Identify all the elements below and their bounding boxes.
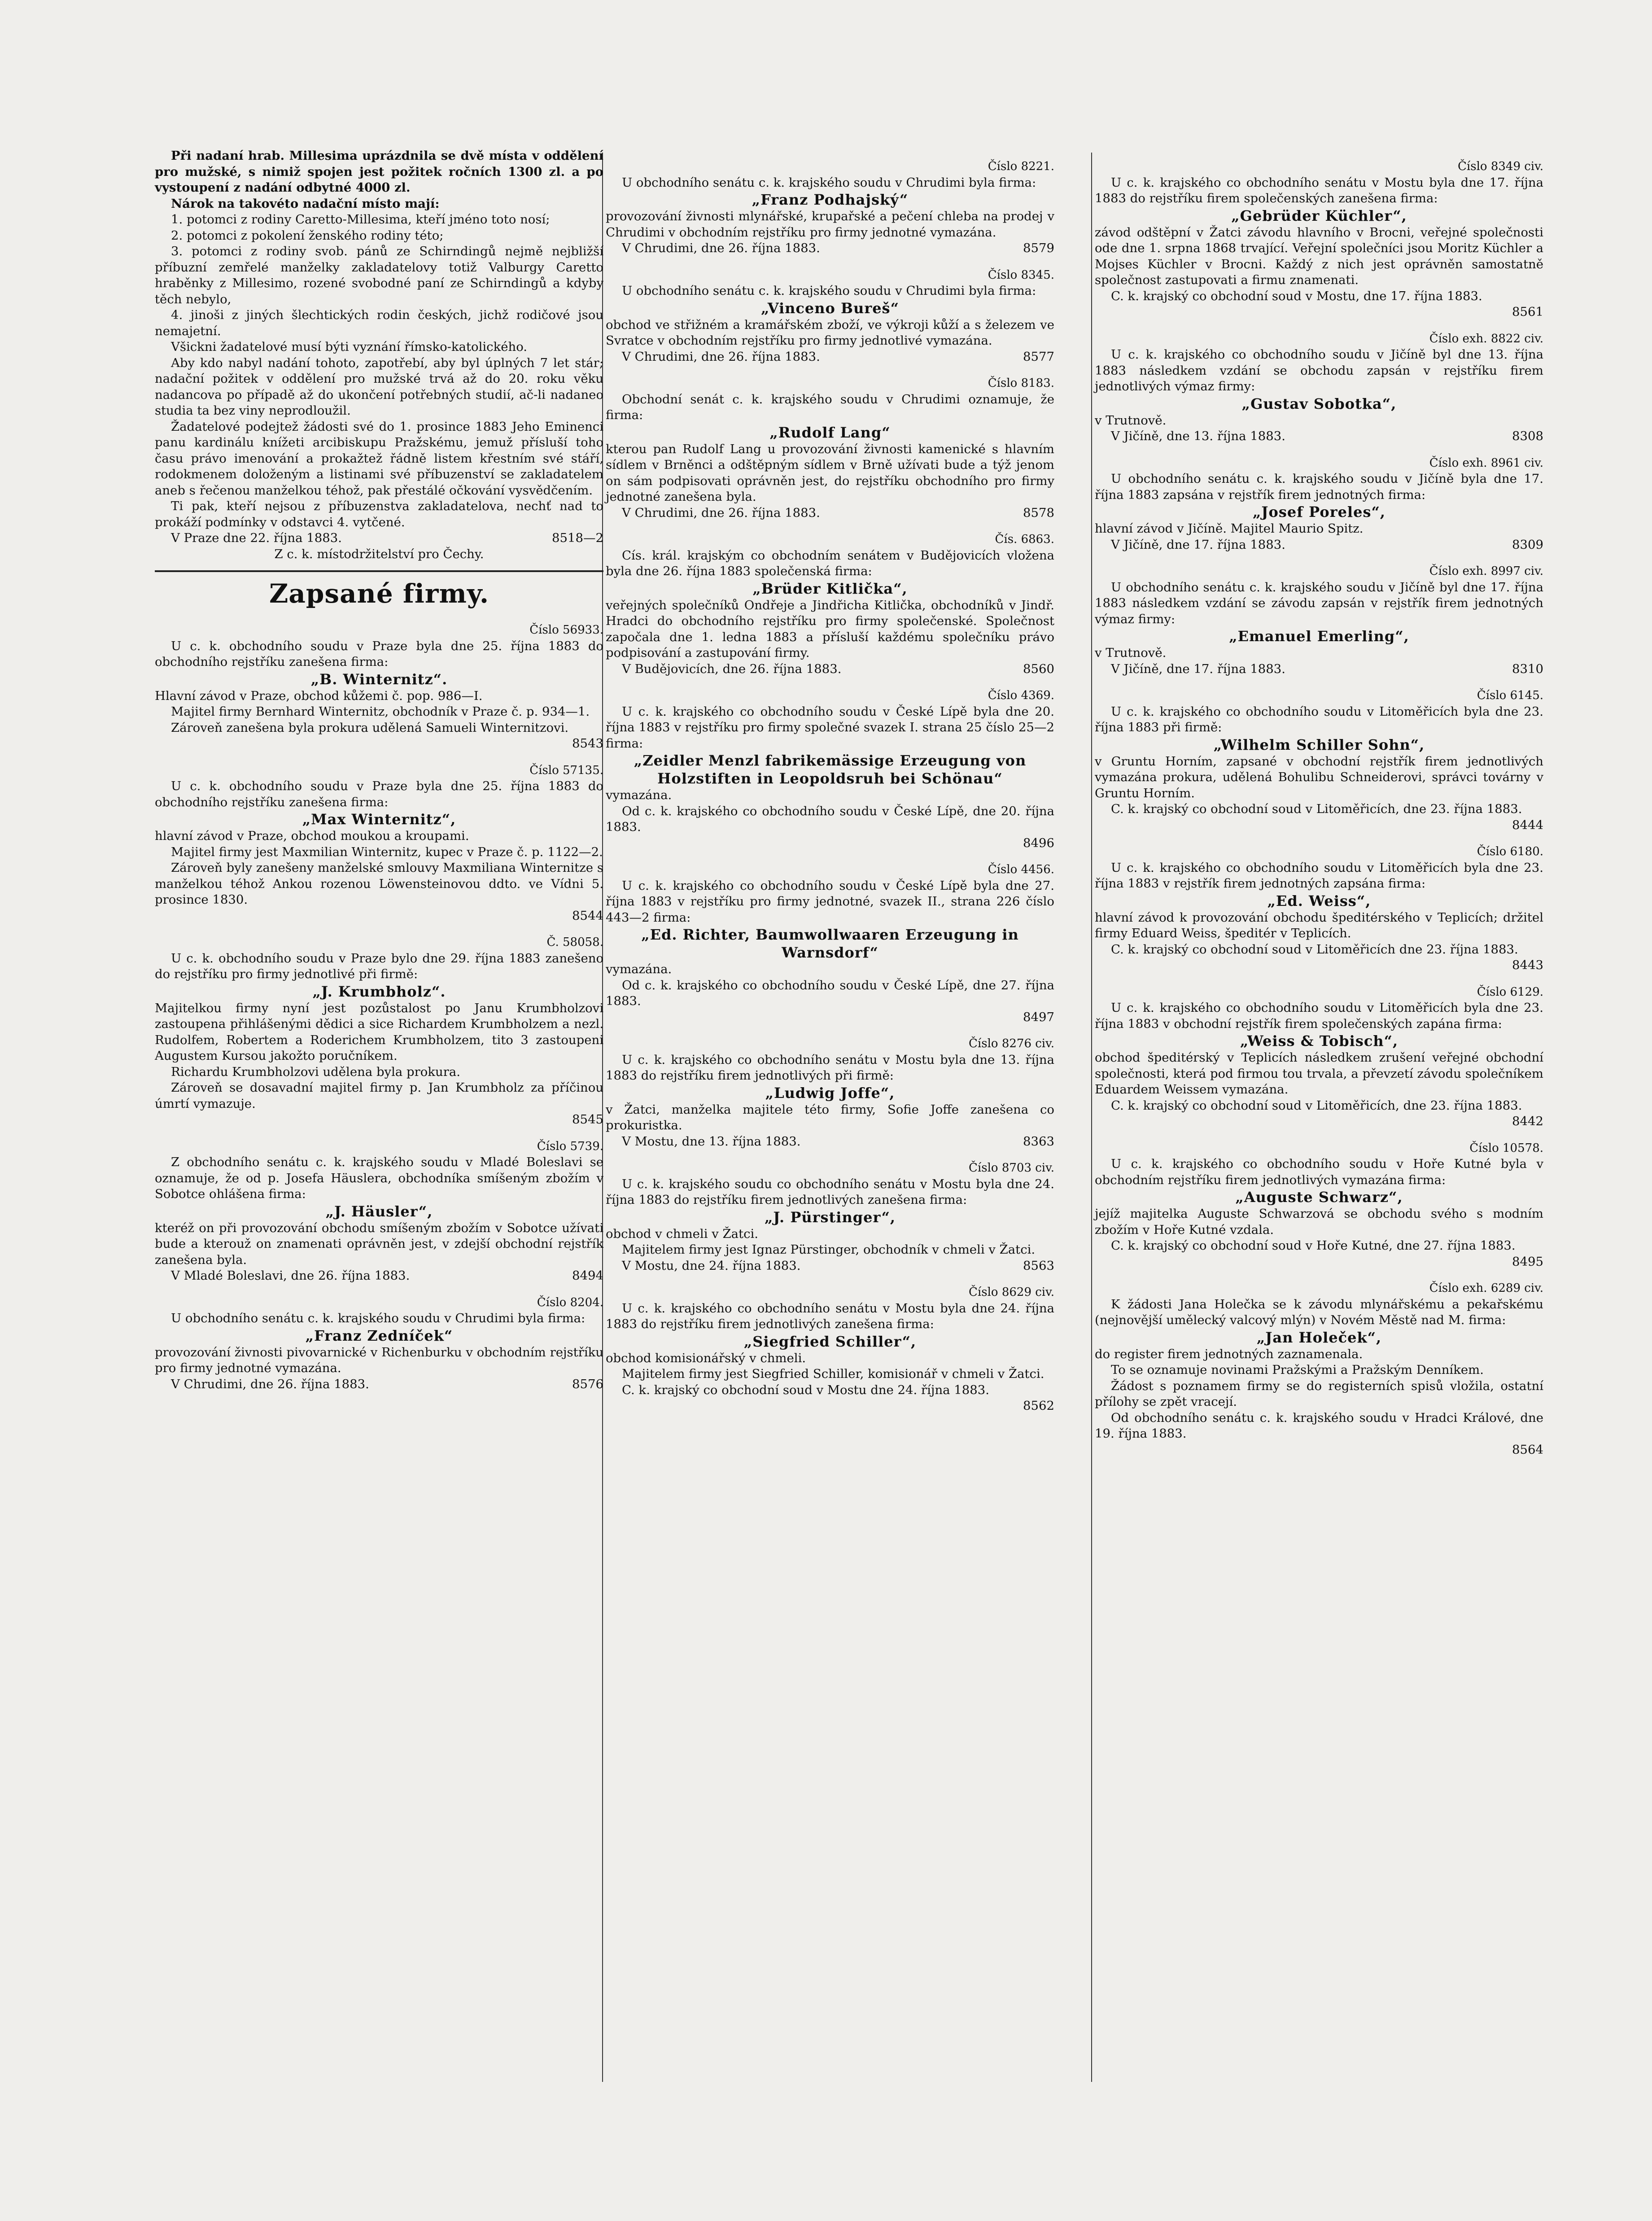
entry-text: Majitelem firmy jest Siegfried Schiller, komisionář v chmeli v Žatci. — [622, 1367, 1045, 1381]
entry-text: Od obchodního senátu c. k. krajského soudu v Hradci Králové, dne 19. října 1883. — [1095, 1410, 1543, 1441]
entry-place-date: V Chrudimi, dne 26. října 1883. — [622, 505, 820, 520]
entry-place-date: V Chrudimi, dne 26. října 1883. — [171, 1377, 369, 1391]
entry-footer — [606, 1134, 1054, 1150]
firm-name: „Wilhelm Schiller Sohn“, — [1213, 736, 1425, 753]
firm-name: „Gebrüder Küchler“, — [1231, 207, 1407, 224]
register-entry — [606, 1160, 1054, 1274]
notice-signature: Z c. k. místodržitelství pro Čechy. — [274, 547, 484, 561]
entry-intro: Obchodní senát c. k. krajského soudu v Chrudimi oznamuje, že firma: — [606, 392, 1054, 422]
firm-name: „Jan Holeček“, — [1256, 1329, 1382, 1346]
entry-text: kteréž on při provozování obchodu smíšeným zbožím v Sobotce užívati bude a kterouž on znamenati oprávněn jest, v zdejší obchodní rejstřík zanešena byla. — [155, 1220, 603, 1267]
entry-footer — [606, 1258, 1054, 1274]
entry-text: Žádost s poznamem firmy se do registerních spisů vložila, ostatní přílohy se zpět vracejí. — [1095, 1378, 1543, 1409]
entry-number: Číslo 4456. — [988, 863, 1054, 876]
entry-number: Číslo 6145. — [1477, 689, 1543, 702]
entry-footer — [606, 505, 1054, 521]
notice-paragraph: Ti pak, kteří nejsou z příbuzenstva zakladatelova, nechť nad to prokáží podmínky v odstavci 4. vytčené. — [155, 499, 603, 529]
register-entry — [606, 376, 1054, 521]
notice-place-date: V Praze dne 22. října 1883. — [171, 531, 342, 545]
entry-reference: 8564 — [1512, 1442, 1543, 1457]
entry-text: provozování živnosti mlynářské, krupařské a pečení chleba na prodej v Chrudimi v obchodním rejstříku pro firmy jednotné vymazána. — [606, 209, 1054, 240]
notice-paragraph: Aby kdo nabyl nadání tohoto, zapotřebí, aby byl úplných 7 let stár; nadační požitek v oddělení pro mužské trvá až do 20. roku věku nadancova po případě až do ukončení potřebných studií, ač-li nadaneo studia ta bez viny neprodloužil. — [155, 355, 603, 418]
firm-name: „Ludwig Joffe“, — [765, 1084, 895, 1102]
entry-number: Číslo 8349 civ. — [1458, 160, 1543, 173]
entry-number: Číslo 10578. — [1469, 1141, 1543, 1155]
firm-name: „Brüder Kitlička“, — [752, 580, 908, 597]
entry-text: Majitelem firmy jest Ignaz Pürstinger, obchodník v chmeli v Žatci. — [622, 1242, 1036, 1257]
register-entry — [1095, 159, 1543, 320]
entry-footer — [606, 1398, 1054, 1414]
register-entry — [1095, 564, 1543, 677]
entry-text: obchod komisionářský v chmeli. — [606, 1351, 806, 1365]
register-entry — [1095, 984, 1543, 1130]
register-entry — [155, 763, 603, 924]
notice-footer — [155, 530, 603, 547]
entry-footer — [1095, 428, 1543, 445]
entry-intro: K žádosti Jana Holečka se k závodu mlynářskému a pekařskému (nejnovější umělecký valcový mlýn) v Novém Městě nad M. firma: — [1095, 1297, 1543, 1327]
entry-number: Č. 58058. — [546, 936, 603, 949]
register-entry — [606, 159, 1054, 257]
entry-reference: 8561 — [1512, 305, 1543, 319]
entry-text: kterou pan Rudolf Lang u provozování živnosti kamenické s hlavním sídlem v Brněnci a odštěpným sídlem v Brně užívati bude a týž jenom on sám podpisovati oprávněn jest, do rejstříku obchodního pro firmy jednotné zanešena byla. — [606, 442, 1054, 504]
entry-number: Číslo 57135. — [529, 763, 603, 777]
entry-text: Od c. k. krajského co obchodního soudu v České Lípě, dne 20. října 1883. — [606, 804, 1054, 834]
entry-text: jejíž majitelka Auguste Schwarzová se obchodu svého s modním zbožím v Hoře Kutné vzdala. — [1095, 1207, 1543, 1237]
entry-text: obchod špeditérský v Teplicích následkem zrušení veřejné obchodní společnosti, která pod firmou tou trvala, a převzetí závodu společníkem Eduardem Weissem vymazána. — [1095, 1050, 1543, 1097]
entry-number: Číslo exh. 8961 civ. — [1429, 456, 1543, 470]
entry-footer — [1095, 957, 1543, 974]
entry-text: obchod v chmeli v Žatci. — [606, 1226, 759, 1241]
entry-place-date: V Jičíně, dne 13. října 1883. — [1111, 429, 1285, 443]
entry-reference: 8310 — [1512, 661, 1543, 676]
section-rule — [155, 570, 603, 572]
entry-intro: U c. k. krajského co obchodního senátu v Mostu byla dne 13. října 1883 do rejstříku firem jednotlivých při firmě: — [606, 1052, 1054, 1083]
entry-reference: 8363 — [1023, 1134, 1054, 1149]
entry-footer — [1095, 1114, 1543, 1130]
entry-reference: 8543 — [572, 736, 603, 751]
firm-name: „Gustav Sobotka“, — [1241, 395, 1397, 412]
register-entry — [606, 688, 1054, 851]
entry-text: Hlavní závod v Praze, obchod kůžemi č. pop. 986—I. — [155, 688, 483, 703]
entry-text: Majitelkou firmy nyní jest pozůstalost po Janu Krumbholzovi zastoupena přihlášenými dědici a sice Richardem Krumbholzem a nezl. Rudolfem, Robertem a Roderichem Krumbholzem, tito 3 zastoupeni Augustem Kursou jakožto poručníkem. — [155, 1001, 603, 1063]
entry-intro: U c. k. krajského co obchodního senátu v Mostu byla dne 17. října 1883 do rejstříku firem společenských zanešena firma: — [1095, 175, 1543, 205]
register-entry — [1095, 1141, 1543, 1270]
register-entry — [606, 1036, 1054, 1150]
column-2 — [606, 148, 1054, 1414]
entry-place-date: V Chrudimi, dne 26. října 1883. — [622, 349, 820, 364]
firm-name: „Weiss & Tobisch“, — [1240, 1032, 1399, 1049]
entry-intro: U c. k. krajského co obchodního soudu v Litoměřicích byla dne 23. října 1883 při firmě: — [1095, 704, 1543, 735]
entry-footer — [155, 1112, 603, 1128]
entry-reference: 8545 — [572, 1112, 603, 1127]
entry-reference: 8576 — [572, 1377, 603, 1391]
entry-intro: U c. k. krajského co obchodního senátu v Mostu byla dne 24. října 1883 do rejstříku firem jednotlivých zanešena firma: — [606, 1301, 1054, 1331]
entry-place-date: V Jičíně, dne 17. října 1883. — [1111, 661, 1285, 676]
entry-footer — [155, 1377, 603, 1393]
register-entry — [1095, 1281, 1543, 1458]
entry-text: Od c. k. krajského co obchodního soudu v České Lípě, dne 27. října 1883. — [606, 978, 1054, 1008]
register-entry — [1095, 331, 1543, 445]
notice-paragraph: 3. potomci z rodiny svob. pánů ze Schirndingů nejmě nejbližší příbuzní zemřelé manželky zakladatelovy totiž Valburgy Caretto hraběnky z Millesimo, rozené svobodné paní ze Schirndingů a kdyby těch nebylo, — [155, 244, 603, 306]
entry-reference: 8497 — [1023, 1010, 1054, 1024]
entry-footer — [155, 736, 603, 752]
entry-intro: U obchodního senátu c. k. krajského soudu v Jičíně byl dne 17. října 1883 následkem vzdání se závodu zapsán v rejstřík firem jednotných výmaz firmy: — [1095, 580, 1543, 626]
section-title: Zapsané firmy. — [269, 578, 489, 609]
notice-paragraph: 4. jinoši z jiných šlechtických rodin českých, jichž rodičové jsou nemajetní. — [155, 308, 603, 338]
entry-text: C. k. krajský co obchodní soud v Litoměřicích, dne 23. října 1883. — [1111, 802, 1522, 816]
register-entry — [155, 622, 603, 752]
firm-name: „Ed. Richter, Baumwollwaaren Erzeugung in Warnsdorf“ — [641, 926, 1019, 961]
entry-footer — [606, 835, 1054, 852]
entry-reference: 8579 — [1023, 241, 1054, 255]
register-entry — [606, 532, 1054, 677]
notice-paragraph: 1. potomci z rodiny Caretto-Millesima, kteří jméno toto nosí; — [171, 212, 550, 227]
register-entry — [155, 1295, 603, 1393]
entry-footer — [1095, 304, 1543, 320]
entry-reference: 8563 — [1023, 1258, 1054, 1273]
entry-footer — [606, 1010, 1054, 1026]
firm-name: „J. Häusler“, — [325, 1202, 433, 1220]
firm-name: „Siegfried Schiller“, — [743, 1333, 917, 1350]
entry-text: C. k. krajský co obchodní soud v Mostu dne 24. října 1883. — [622, 1382, 990, 1397]
entry-intro: U c. k. krajského co obchodního soudu v Litoměřicích byla dne 23. října 1883 v rejstřík firem jednotných zapsána firma: — [1095, 860, 1543, 891]
entry-text: v Trutnově. — [1095, 413, 1167, 428]
entry-text: vymazána. — [606, 962, 672, 976]
entry-intro: U c. k. krajského soudu co obchodního senátu v Mostu byla dne 24. října 1883 do rejstříku firem jednotlivých zanešena firma: — [606, 1176, 1054, 1207]
notice-paragraph: 2. potomci z pokolení ženského rodiny této; — [171, 228, 444, 243]
entry-text: provozování živnosti pivovarnické v Richenburku v obchodním rejstříku pro firmy jednotné vymazána. — [155, 1345, 603, 1375]
entry-intro: U c. k. krajského co obchodního soudu v České Lípě byla dne 20. října 1883 v rejstříku pro firmy společné svazek I. strana 25 číslo 25—2 firma: — [606, 704, 1054, 751]
entry-number: Číslo 6180. — [1477, 845, 1543, 858]
entry-text: C. k. krajský co obchodní soud v Mostu, dne 17. října 1883. — [1111, 289, 1482, 303]
register-entry — [606, 862, 1054, 1025]
firm-name: „Auguste Schwarz“, — [1235, 1189, 1403, 1206]
firm-name: „Zeidler Menzl fabrikemässige Erzeugung von Holzstiften in Leopoldsruh bei Schönau“ — [634, 752, 1027, 787]
entry-reference: 8442 — [1512, 1114, 1543, 1128]
register-entry — [1095, 844, 1543, 974]
entry-number: Číslo 8703 civ. — [969, 1161, 1054, 1175]
entry-reference: 8308 — [1512, 429, 1543, 443]
entry-number: Číslo 56933. — [529, 623, 603, 637]
entry-reference: 8309 — [1512, 537, 1543, 552]
notice-paragraph: Při nadaní hrab. Millesima uprázdnila se dvě místa v oddělení pro mužské, s nimiž spojen jest požitek ročních 1300 zl. a po vystoupení z nadání odbytné 4000 zl. — [155, 149, 603, 195]
entry-footer — [1095, 537, 1543, 553]
entry-place-date: V Mostu, dne 13. října 1883. — [622, 1134, 801, 1149]
entry-text: hlavní závod v Praze, obchod moukou a kroupami. — [155, 829, 469, 843]
entry-number: Čís. 6863. — [995, 533, 1054, 546]
entry-text: do register firem jednotných zaznamenala. — [1095, 1347, 1363, 1361]
entry-intro: U obchodního senátu c. k. krajského soudu v Chrudimi byla firma: — [171, 1311, 586, 1325]
firm-name: „Rudolf Lang“ — [769, 424, 891, 441]
register-entry — [155, 935, 603, 1128]
entry-number: Číslo 8276 civ. — [969, 1037, 1054, 1050]
entry-place-date: V Jičíně, dne 17. října 1883. — [1111, 537, 1285, 552]
entry-footer — [1095, 1442, 1543, 1458]
entry-text: C. k. krajský co obchodní soud v Litoměřicích dne 23. října 1883. — [1111, 942, 1518, 957]
entry-text: C. k. krajský co obchodní soud v Hoře Kutné, dne 27. října 1883. — [1111, 1238, 1516, 1253]
entry-intro: U c. k. obchodního soudu v Praze byla dne 25. října 1883 do obchodního rejstříku zanešena firma: — [155, 779, 603, 809]
entry-footer — [1095, 1254, 1543, 1270]
entry-intro: Z obchodního senátu c. k. krajského soudu v Mladé Boleslavi se oznamuje, že od p. Josefa Häuslera, obchodníka smíšeným zbožím v Sobotce ohlášena firma: — [155, 1155, 603, 1201]
entry-footer — [1095, 661, 1543, 678]
entry-reference: 8496 — [1023, 835, 1054, 850]
entry-reference: 8444 — [1512, 818, 1543, 832]
entry-text: Zároveň se dosavadní majitel firmy p. Jan Krumbholz za příčinou úmrtí vymazuje. — [155, 1080, 603, 1111]
entry-reference: 8495 — [1512, 1254, 1543, 1269]
entry-text: v Žatci, manželka majitele této firmy, Sofie Joffe zanešena co prokuristka. — [606, 1102, 1054, 1132]
entry-intro: Cís. král. krajským co obchodním senátem v Budějovicích vložena byla dne 26. října 1883 společenská firma: — [606, 548, 1054, 578]
entry-intro: U c. k. obchodního soudu v Praze bylo dne 29. října 1883 zanešeno do rejstříku pro firmy jednotlivé při firmě: — [155, 951, 603, 981]
entry-number: Číslo 6129. — [1477, 985, 1543, 999]
entry-intro: U obchodního senátu c. k. krajského soudu v Chrudimi byla firma: — [622, 175, 1036, 190]
entry-footer — [1095, 818, 1543, 834]
entry-number: Číslo 5739. — [537, 1139, 603, 1153]
entry-text: Zároveň byly zanešeny manželské smlouvy Maxmiliana Winternitze s manželkou téhož Ankou rozenou Löwensteinovou ddto. ve Vídni 5. prosince 1830. — [155, 861, 603, 907]
column-3 — [1095, 148, 1543, 1458]
entry-text: hlavní závod v Jičíně. Majitel Maurio Spitz. — [1095, 521, 1364, 536]
entry-number: Číslo 8204. — [537, 1295, 603, 1309]
entry-text: Majitel firmy Bernhard Winternitz, obchodník v Praze č. p. 934—1. — [171, 704, 590, 719]
firm-name: „J. Krumbholz“. — [312, 983, 446, 1000]
entry-number: Číslo 8183. — [988, 376, 1054, 390]
entry-text: vymazána. — [606, 788, 672, 802]
firm-name: „Emanuel Emerling“, — [1229, 628, 1409, 645]
entry-number: Číslo exh. 8822 civ. — [1429, 332, 1543, 345]
firm-name: „J. Pürstinger“, — [764, 1208, 896, 1226]
firm-name: „Franz Podhajský“ — [752, 191, 909, 208]
entry-intro: U c. k. krajského co obchodního soudu v České Lípě byla dne 27. října 1883 v rejstříku pro firmy jednotné, svazek II., strana 226 číslo 443—2 firma: — [606, 878, 1054, 925]
firm-name: „Vinceno Bureš“ — [761, 299, 899, 317]
entry-intro: U obchodního senátu c. k. krajského soudu v Jičíně byla dne 17. října 1883 zapsána v rejstřík firem jednotných firma: — [1095, 472, 1543, 502]
entry-intro: U c. k. obchodního soudu v Praze byla dne 25. října 1883 do obchodního rejstříku zanešena firma: — [155, 638, 603, 669]
entry-footer — [155, 908, 603, 924]
entry-number: Číslo exh. 8997 civ. — [1429, 564, 1543, 578]
notice-paragraph: Všickni žadatelové musí býti vyznání římsko-katolického. — [171, 340, 528, 354]
entry-reference: 8577 — [1023, 349, 1054, 364]
entry-text: hlavní závod k provozování obchodu špeditérského v Teplicích; držitel firmy Eduard Weiss, špeditér v Teplicích. — [1095, 910, 1543, 940]
entry-text: Zároveň zanešena byla prokura udělená Samueli Winternitzovi. — [171, 720, 569, 735]
entry-text: C. k. krajský co obchodní soud v Litoměřicích, dne 23. října 1883. — [1111, 1098, 1522, 1113]
entry-reference: 8562 — [1023, 1399, 1054, 1413]
entry-reference: 8544 — [572, 908, 603, 923]
column-1 — [155, 148, 603, 1392]
entry-text: v Trutnově. — [1095, 646, 1167, 660]
register-entry — [155, 1139, 603, 1284]
entry-place-date: V Mladé Boleslavi, dne 26. října 1883. — [171, 1268, 410, 1283]
firm-name: „Max Winternitz“, — [302, 811, 456, 828]
firm-name: „B. Winternitz“. — [310, 670, 448, 688]
entry-number: Číslo 8221. — [988, 160, 1054, 173]
entry-number: Číslo 4369. — [988, 689, 1054, 702]
notice-paragraph: Nárok na takovéto nadační místo mají: — [171, 196, 440, 211]
entry-place-date: V Budějovicích, dne 26. října 1883. — [622, 661, 842, 676]
entry-footer — [606, 240, 1054, 257]
notice-paragraph: Žadatelové podejtež žádosti své do 1. prosince 1883 Jeho Eminenci panu kardinálu knížeti arcibiskupu Pražskému, jemuž přísluší toho času právo imenování a prokažtež řádně listem křestním své stáří, rodokmenem doloženým a listinami své příbuzenství se zakladatelem aneb s řečenou manželkou téhož, pak přestálé očkování vysvědčením. — [155, 419, 603, 498]
entry-text: Majitel firmy jest Maxmilian Winternitz, kupec v Praze č. p. 1122—2. — [171, 844, 603, 859]
register-entry — [1095, 455, 1543, 553]
entry-intro: U c. k. krajského co obchodního soudu v Jičíně byl dne 13. října 1883 následkem vzdání se obchodu zapsán v rejstříku firem jednotlivých výmaz firmy: — [1095, 347, 1543, 393]
register-entry — [1095, 688, 1543, 833]
entry-intro: U c. k. krajského co obchodního soudu v Hoře Kutné byla v obchodním rejstříku firem jednotlivých vymazána firma: — [1095, 1157, 1543, 1187]
entry-reference: 8578 — [1023, 505, 1054, 520]
notice-reference: 8518—2 — [552, 531, 603, 545]
firm-name: „Franz Zedníček“ — [305, 1327, 453, 1344]
entry-text: obchod ve střižném a kramářském zboží, ve výkroji kůží a s železem ve Svratce v obchodním rejstříku pro firmy jednotlivé vymazána. — [606, 317, 1054, 348]
entry-intro: U c. k. krajského co obchodního soudu v Litoměřicích byla dne 23. října 1883 v obchodní rejstřík firem společenských zapána firma: — [1095, 1001, 1543, 1031]
entry-number: Číslo 8345. — [988, 268, 1054, 282]
entry-number: Číslo exh. 6289 civ. — [1429, 1281, 1543, 1295]
entry-text: veřejných společníků Ondřeje a Jindřicha Kitlička, obchodníků v Jindř. Hradci do obchodního rejstříku pro firmy společenské. Společnost započala dne 1. ledna 1883 a přísluší každému společníku právo podpisování a zastupování firmy. — [606, 598, 1054, 660]
entry-reference: 8560 — [1023, 661, 1054, 676]
column-divider — [1091, 153, 1092, 2082]
entry-footer — [155, 1268, 603, 1284]
firm-name: „Ed. Weiss“, — [1267, 892, 1371, 909]
entry-text: závod odštěpní v Žatci závodu hlavního v Brocni, veřejné společnosti ode dne 1. srpna 1868 trvající. Veřejní společníci jsou Moritz Küchler a Mojses Küchler v Brocni. Každý z nich jest oprávněn samostatně společnost zastupovati a firmu znamenati. — [1095, 225, 1543, 287]
entry-intro: U obchodního senátu c. k. krajského soudu v Chrudimi byla firma: — [622, 284, 1036, 298]
firm-name: „Josef Poreles“, — [1252, 503, 1385, 520]
entry-text: Richardu Krumbholzovi udělena byla prokura. — [171, 1064, 461, 1079]
entry-number: Číslo 8629 civ. — [969, 1285, 1054, 1299]
entry-text: v Gruntu Horním, zapsané v obchodní rejstřík firem jednotlivých vymazána prokura, udělená Bohulibu Schneiderovi, správci továrny v Gruntu Horním. — [1095, 754, 1543, 800]
register-entry — [606, 267, 1054, 365]
entry-reference: 8494 — [572, 1268, 603, 1283]
entry-text: To se oznamuje novinami Pražskými a Pražským Denníkem. — [1111, 1363, 1484, 1377]
register-entry — [606, 1285, 1054, 1414]
entry-place-date: V Mostu, dne 24. října 1883. — [622, 1258, 801, 1273]
entry-footer — [606, 661, 1054, 678]
entry-reference: 8443 — [1512, 958, 1543, 972]
entry-place-date: V Chrudimi, dne 26. října 1883. — [622, 241, 820, 255]
entry-footer — [606, 349, 1054, 365]
